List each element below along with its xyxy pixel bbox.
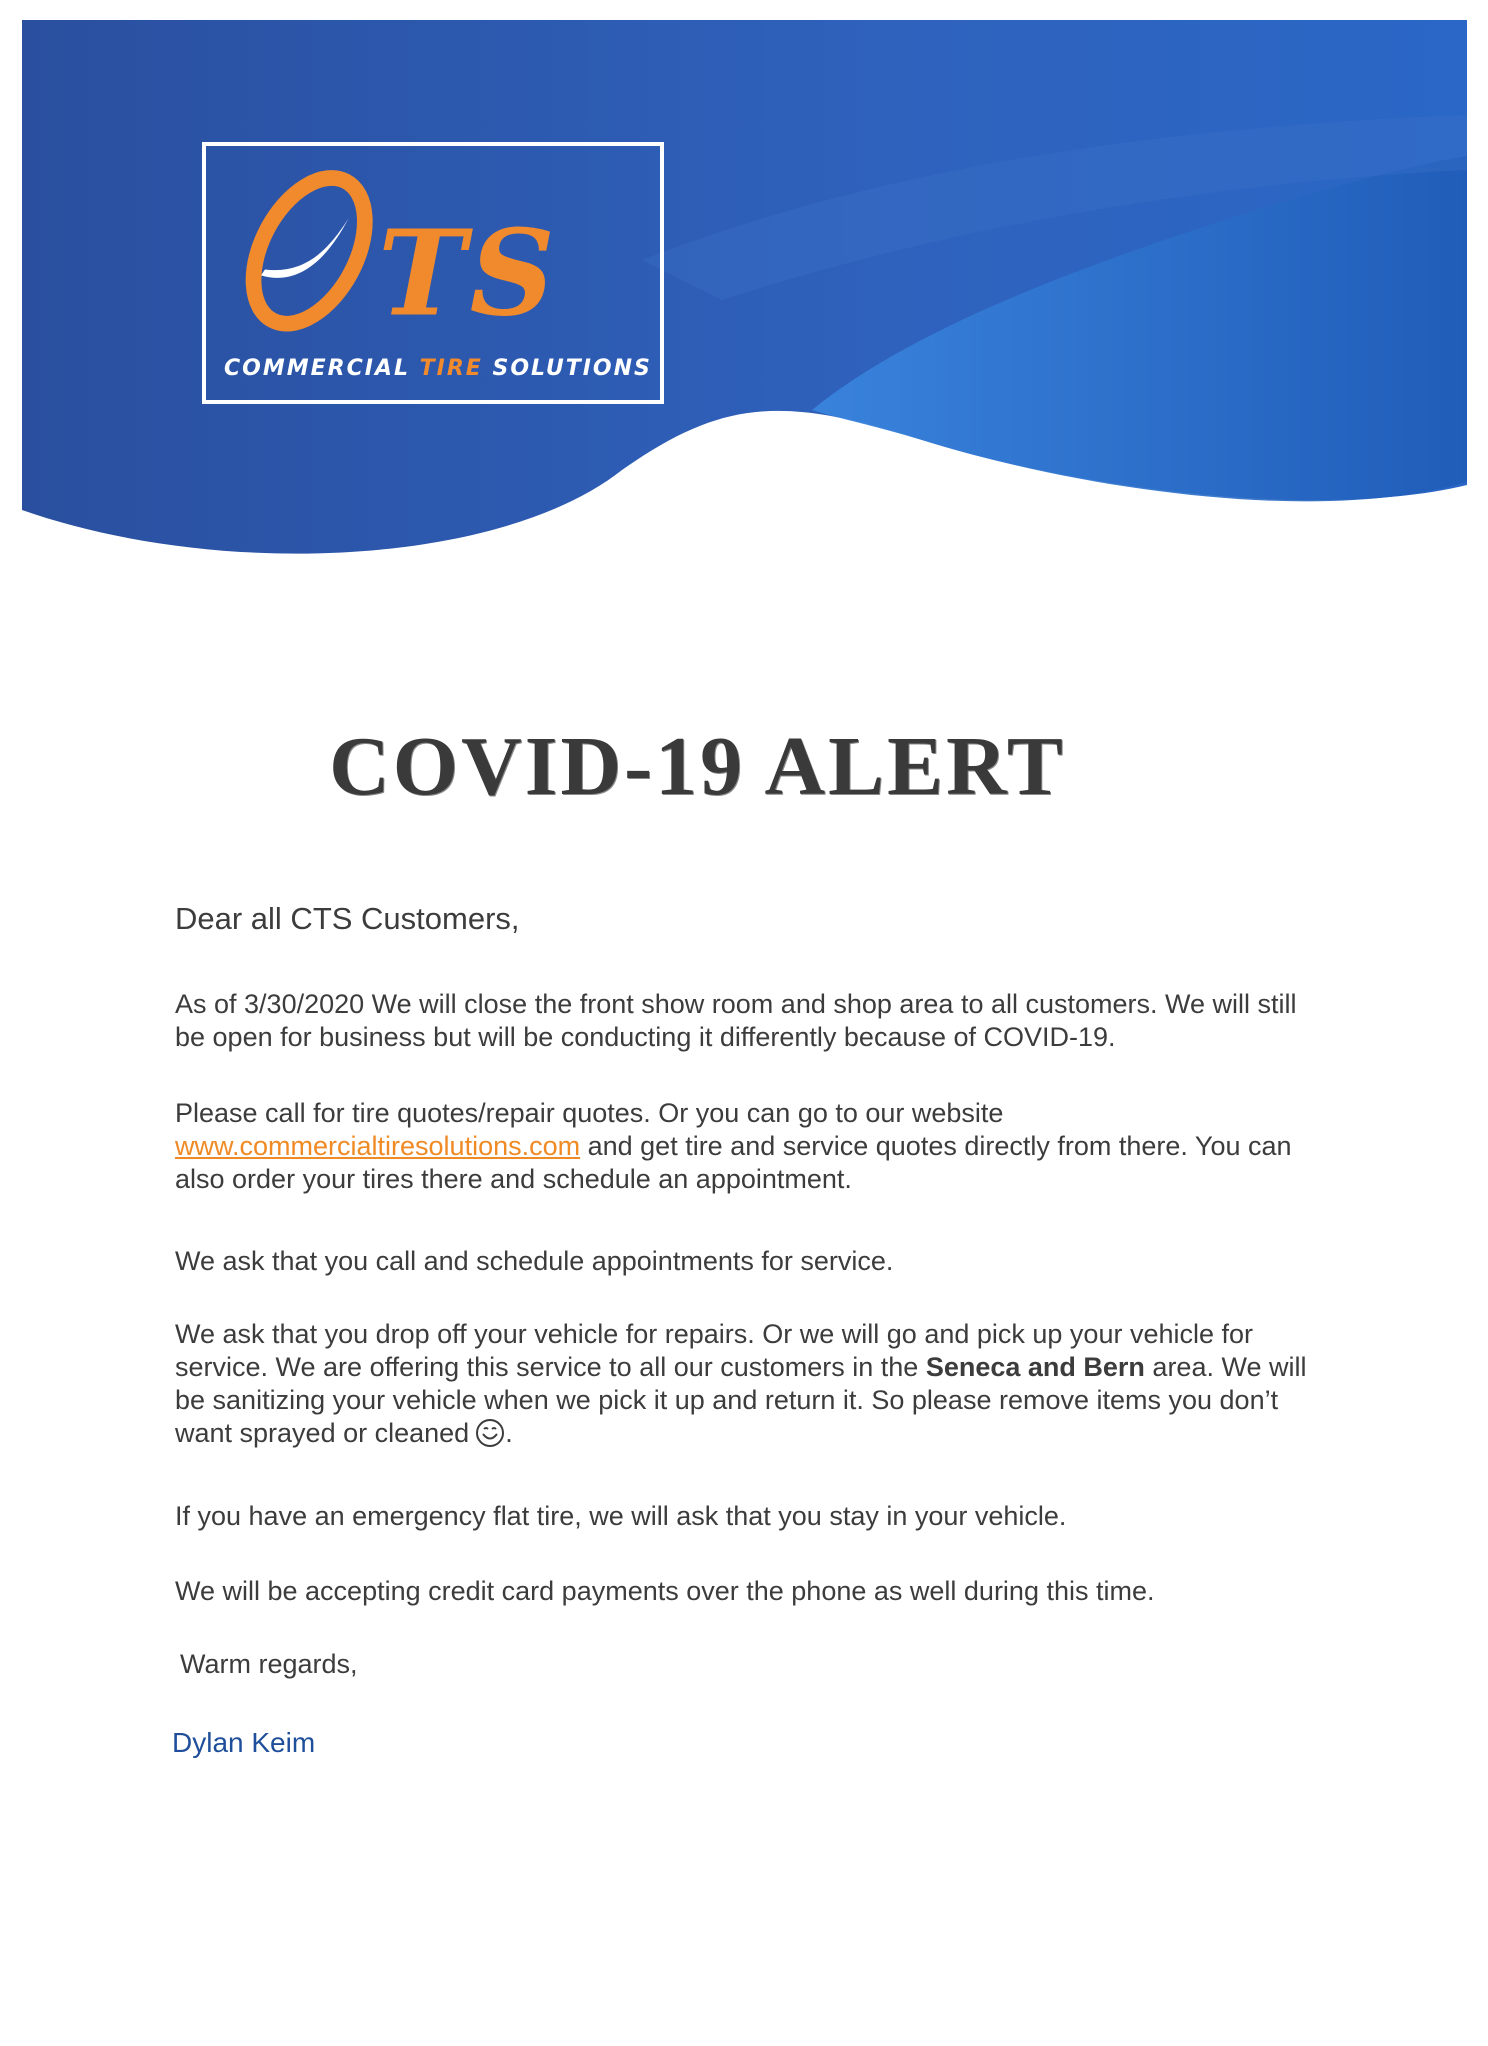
service-area: Seneca and Bern <box>925 1352 1145 1382</box>
logo-tagline: COMMERCIAL TIRE SOLUTIONS <box>224 356 652 381</box>
header-banner <box>22 20 1467 580</box>
paragraph-dropoff: We ask that you drop off your vehicle for repairs. Or we will go and pick up your vehicle for service. We are offering this service to all our customers in the Seneca and Bern area. We will be sanitizing your vehicle when we pick it up and return it. So please remove items you don’t want sprayed or cleaned . <box>175 1319 1307 1448</box>
website-link[interactable]: www.commercialtiresolutions.com <box>175 1131 581 1161</box>
paragraph-quotes-text: Please call for tire quotes/repair quotes. Or you can go to our website <box>175 1098 1004 1128</box>
paragraph-payments: We will be accepting credit card payments over the phone as well during this time. <box>175 1576 1155 1606</box>
cts-logo-mark <box>206 146 660 336</box>
paragraph-quotes <box>175 1097 1325 1196</box>
logo-letters-text: TS <box>377 203 559 336</box>
paragraph-appointments: We ask that you call and schedule appointments for service. <box>175 1246 894 1276</box>
paragraph-emergency: If you have an emergency flat tire, we will ask that you stay in your vehicle. <box>175 1501 1067 1531</box>
alert-title: COVID-19 ALERT <box>329 720 1066 813</box>
letter-signature: Dylan Keim <box>172 1727 316 1758</box>
paragraph-closure-notice: As of 3/30/2020 We will close the front show room and shop area to all customers. We will still be open for business but will be conducting it differently because of COVID-19. <box>175 989 1297 1052</box>
paragraph-quotes-text-cont: and get tire and service quotes directly from there. You can also order your tires there and schedule an appointment. <box>175 1131 1292 1194</box>
letter-greeting: Dear all CTS Customers, <box>175 901 520 936</box>
company-logo <box>202 142 664 404</box>
letter-closing: Warm regards, <box>180 1649 358 1679</box>
smiley-face-icon <box>475 1418 505 1448</box>
